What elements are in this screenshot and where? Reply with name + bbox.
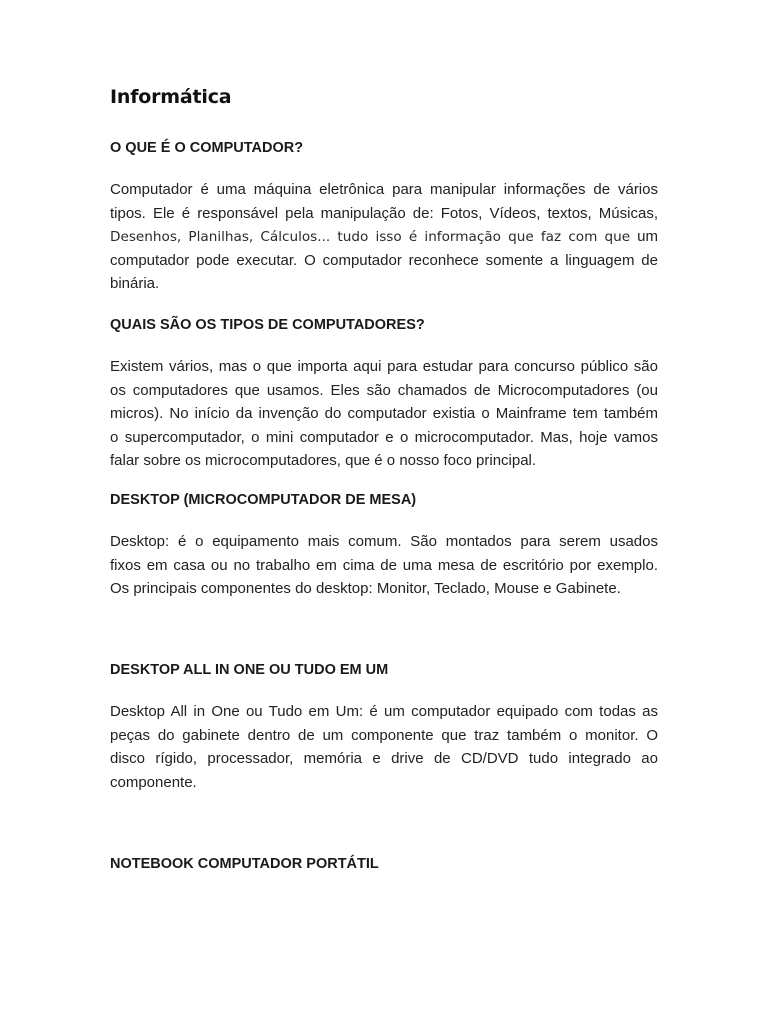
paragraph-line: Computador é uma máquina eletrônica para manipular informações de vários [110,181,658,198]
paragraph-line: disco rígido, processador, memória e drive de CD/DVD tudo integrado ao [110,750,658,768]
section-heading-notebook: NOTEBOOK COMPUTADOR PORTÁTIL [110,856,379,872]
paragraph-tipos [110,355,658,473]
paragraph-line: tipos. Ele é responsável pela manipulação de: Fotos, Vídeos, textos, Músicas, [110,204,658,222]
paragraph-line: Desktop All in One ou Tudo em Um: é um computador equipado com todas as [110,703,658,720]
paragraph-line: falar sobre os microcomputadores, que é o nosso foco principal. [110,452,537,470]
document-title: Informática [110,86,232,108]
paragraph-line [110,225,658,249]
paragraph-line: micros). No início da invenção do computador existia o Mainframe tem também [110,405,658,423]
paragraph-computador [110,178,658,296]
section-heading-tipos: QUAIS SÃO OS TIPOS DE COMPUTADORES? [110,317,425,333]
section-heading-computador: O QUE É O COMPUTADOR? [110,140,304,156]
paragraph-line: o supercomputador, o mini computador e o microcomputador. Mas, hoje vamos [110,428,658,446]
paragraph-desktop [110,530,658,601]
paragraph-line: peças do gabinete dentro de um componente que traz também o monitor. O [110,726,658,744]
paragraph-line: computador pode executar. O computador reconhece somente a linguagem de [110,251,658,269]
paragraph-line-alt-font-text: Desenhos, Planilhas, Cálculos... tudo isso é informação que faz com que [110,229,631,246]
paragraph-line: componente. [110,773,197,791]
paragraph-line-tail: um [637,228,658,246]
section-heading-all-in-one: DESKTOP ALL IN ONE OU TUDO EM UM [110,662,389,678]
paragraph-line: Existem vários, mas o que importa aqui para estudar para concurso público são [110,358,658,375]
paragraph-line: binária. [110,275,160,293]
section-heading-desktop: DESKTOP (MICROCOMPUTADOR DE MESA) [110,492,417,508]
paragraph-all-in-one [110,700,658,794]
paragraph-line: Desktop: é o equipamento mais comum. São montados para serem usados [110,533,658,550]
paragraph-line: fixos em casa ou no trabalho em cima de uma mesa de escritório por exemplo. [110,556,658,574]
paragraph-line: os computadores que usamos. Eles são chamados de Microcomputadores (ou [110,381,658,399]
paragraph-line: Os principais componentes do desktop: Monitor, Teclado, Mouse e Gabinete. [110,580,621,598]
